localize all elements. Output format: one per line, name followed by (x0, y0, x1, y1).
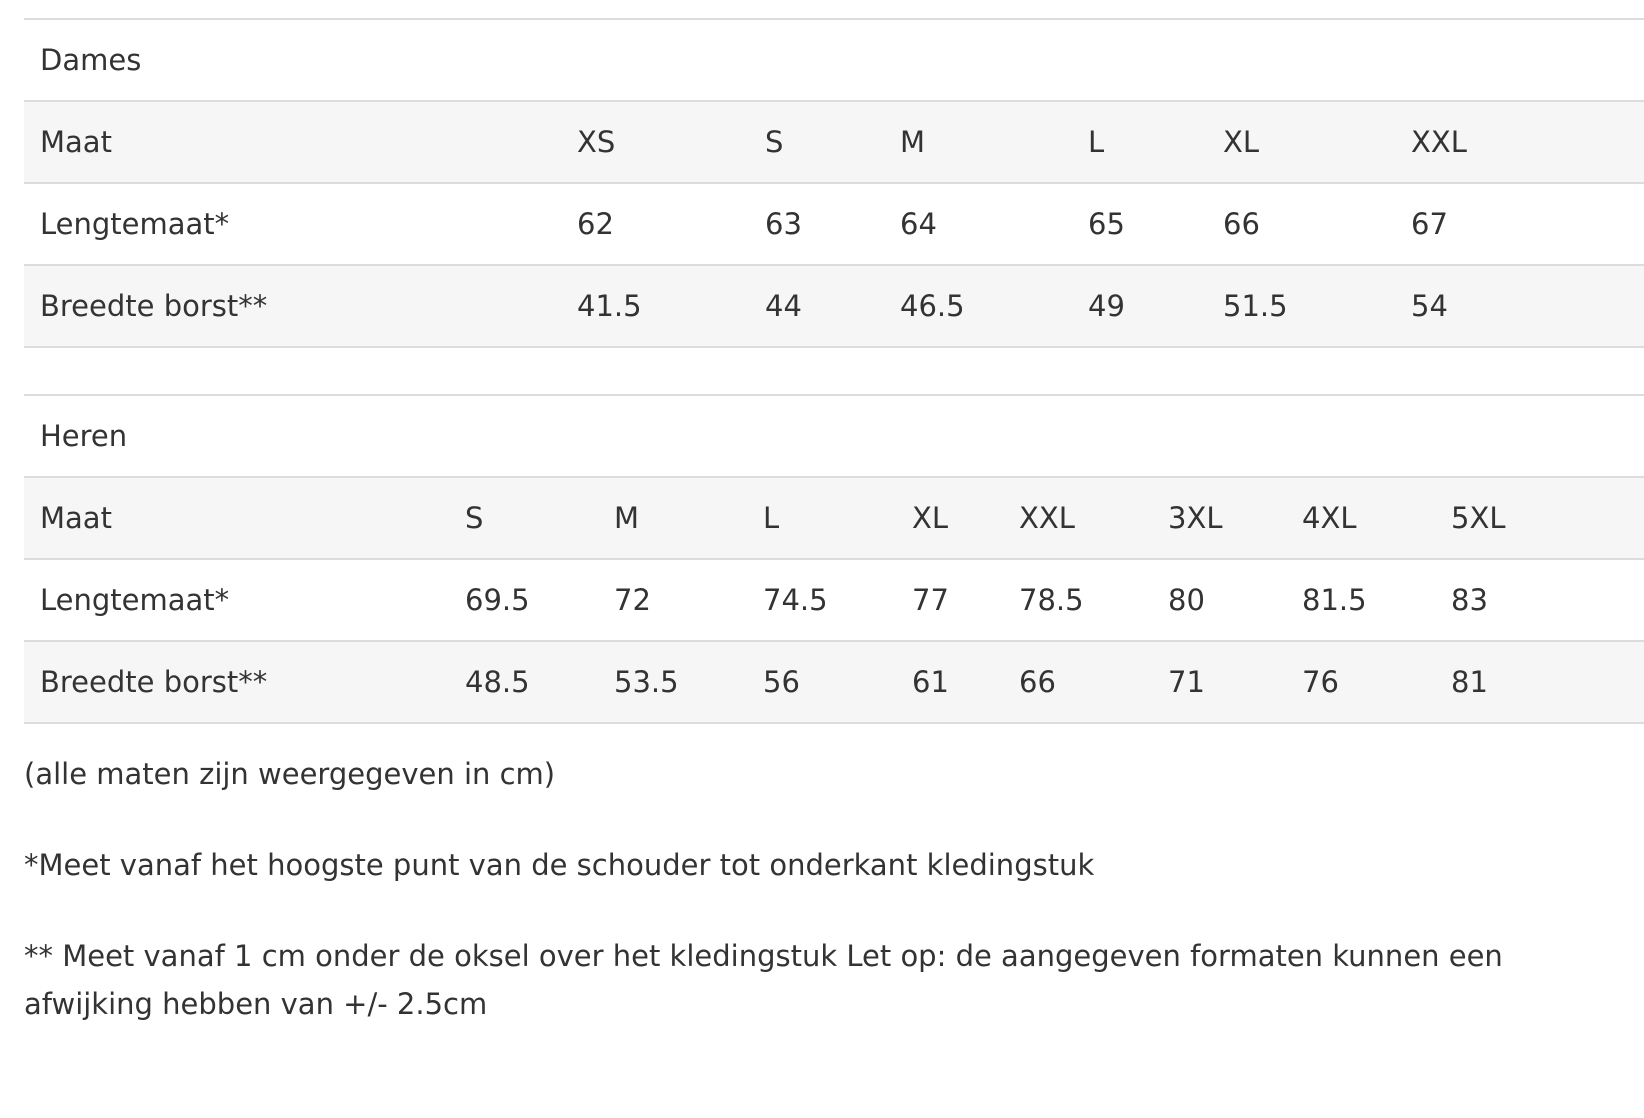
dames-length-row (24, 183, 1644, 265)
table-cell: 69.5 (449, 559, 598, 641)
table-cell: 41.5 (561, 265, 749, 347)
row-label: Maat (24, 101, 561, 183)
table-cell: 74.5 (747, 559, 896, 641)
heren-size-row (24, 477, 1644, 559)
heren-title-row (24, 395, 1644, 477)
table-cell: 3XL (1152, 477, 1286, 559)
row-label: Lengtemaat* (24, 559, 449, 641)
row-label: Lengtemaat* (24, 183, 561, 265)
table-cell: 51.5 (1207, 265, 1395, 347)
table-cell: XL (1207, 101, 1395, 183)
table-cell: M (884, 101, 1072, 183)
units-note: (alle maten zijn weergegeven in cm) (24, 757, 556, 791)
table-cell: 66 (1003, 641, 1152, 723)
table-cell: 56 (747, 641, 896, 723)
dames-title: Dames (24, 19, 1644, 101)
size-chart (24, 18, 1644, 1071)
heren-title: Heren (24, 395, 1644, 477)
table-cell: 61 (896, 641, 1003, 723)
table-cell: 71 (1152, 641, 1286, 723)
size-notes (24, 750, 1644, 1028)
table-cell: 76 (1286, 641, 1435, 723)
chest-footnote: ** Meet vanaf 1 cm onder de oksel over het kledingstuk Let op: de aangegeven formaten kunnen een afwijking hebben van +/- 2.5cm (24, 939, 1503, 1021)
table-cell: 66 (1207, 183, 1395, 265)
length-footnote: *Meet vanaf het hoogste punt van de schouder tot onderkant kledingstuk (24, 848, 1095, 882)
table-cell: 80 (1152, 559, 1286, 641)
row-label: Breedte borst** (24, 641, 449, 723)
heren-size-table (24, 394, 1644, 724)
dames-size-table (24, 18, 1644, 348)
table-cell: L (747, 477, 896, 559)
table-cell: 48.5 (449, 641, 598, 723)
table-cell: 53.5 (598, 641, 747, 723)
heren-length-row (24, 559, 1644, 641)
table-cell: 54 (1395, 265, 1644, 347)
table-cell: XXL (1003, 477, 1152, 559)
table-cell: L (1072, 101, 1207, 183)
table-cell: 65 (1072, 183, 1207, 265)
row-label: Maat (24, 477, 449, 559)
table-cell: 63 (749, 183, 884, 265)
table-cell: 5XL (1435, 477, 1644, 559)
table-cell: 4XL (1286, 477, 1435, 559)
dames-chest-row (24, 265, 1644, 347)
table-cell: 72 (598, 559, 747, 641)
table-cell: XXL (1395, 101, 1644, 183)
table-cell: 49 (1072, 265, 1207, 347)
heren-chest-row (24, 641, 1644, 723)
table-cell: 78.5 (1003, 559, 1152, 641)
table-cell: 77 (896, 559, 1003, 641)
table-spacer (24, 348, 1644, 394)
table-cell: XS (561, 101, 749, 183)
dames-title-row (24, 19, 1644, 101)
dames-size-row (24, 101, 1644, 183)
table-cell: 44 (749, 265, 884, 347)
table-cell: M (598, 477, 747, 559)
table-cell: 46.5 (884, 265, 1072, 347)
table-cell: 81 (1435, 641, 1644, 723)
table-cell: 62 (561, 183, 749, 265)
table-cell: 81.5 (1286, 559, 1435, 641)
table-cell: 64 (884, 183, 1072, 265)
table-cell: S (749, 101, 884, 183)
table-cell: 83 (1435, 559, 1644, 641)
table-cell: XL (896, 477, 1003, 559)
row-label: Breedte borst** (24, 265, 561, 347)
table-cell: S (449, 477, 598, 559)
table-cell: 67 (1395, 183, 1644, 265)
